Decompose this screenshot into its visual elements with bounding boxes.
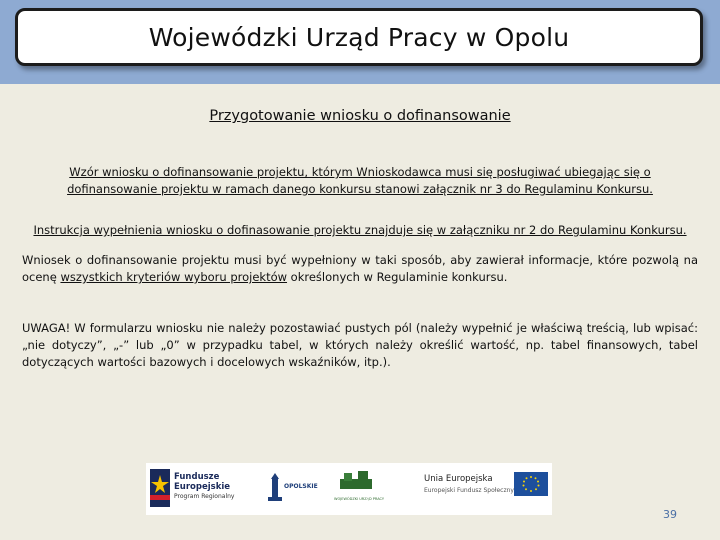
paragraph-warning: UWAGA! W formularzu wniosku nie należy pozostawiać pustych pól (należy wypełnić je właściwą treścią, lub wpisać: „nie dotyczy”, „-” lub „0” w przypadku tabel, w których należy określić wartość, np. tabel finansowych, tabel dotyczących wartości bazowych i docelowych wskaźników, itp.). <box>22 321 698 369</box>
wup-label: WOJEWÓDZKI URZĄD PRACY <box>334 497 385 501</box>
title-box <box>15 8 703 66</box>
fe-line-3: Program Regionalny <box>174 493 235 500</box>
paragraph-evaluation-start: Wniosek o dofinansowanie projektu musi być wypełniony w taki sposób, aby zawierał informacje, które pozwolą na ocenę <box>22 253 698 284</box>
wup-emblem-icon <box>338 469 374 495</box>
opolskie-tower-icon <box>268 473 282 501</box>
opolskie-logo <box>268 473 318 505</box>
opolskie-label: OPOLSKIE <box>284 483 318 490</box>
ue-label <box>424 474 514 496</box>
fe-line-2: Europejskie <box>174 482 231 492</box>
slide-subtitle: Przygotowanie wniosku o dofinansowanie <box>209 108 511 124</box>
page-number: 39 <box>663 508 677 521</box>
wup-logo <box>334 469 385 501</box>
paragraph-instruction-info: Instrukcja wypełnienia wniosku o dofinasowanie projektu znajduje się w załączniku nr 2 do Regulaminu Konkursu. <box>33 223 687 237</box>
fundusze-europejskie-logo <box>150 469 235 511</box>
paragraph-evaluation-criteria: wszystkich kryteriów wyboru projektów <box>60 270 288 284</box>
ue-line-2: Europejski Fundusz Społeczny <box>424 487 514 494</box>
slide-content <box>0 84 720 540</box>
fe-star-icon <box>150 469 170 507</box>
fe-line-1: Fundusze <box>174 472 220 482</box>
logo-strip <box>146 463 552 515</box>
eu-flag-icon <box>514 472 548 496</box>
page-title: Wojewódzki Urząd Pracy w Opolu <box>148 22 570 52</box>
paragraph-evaluation-end: określonych w Regulaminie konkursu. <box>287 270 508 284</box>
paragraph-evaluation-info <box>22 252 698 286</box>
ue-line-1: Unia Europejska <box>424 474 493 484</box>
paragraph-template-info: Wzór wniosku o dofinansowanie projektu, którym Wnioskodawca musi się posługiwać ubiegając się o dofinansowanie projektu w ramach danego konkursu stanowi załącznik nr 3 do Regulaminu Konkursu. <box>67 165 653 196</box>
